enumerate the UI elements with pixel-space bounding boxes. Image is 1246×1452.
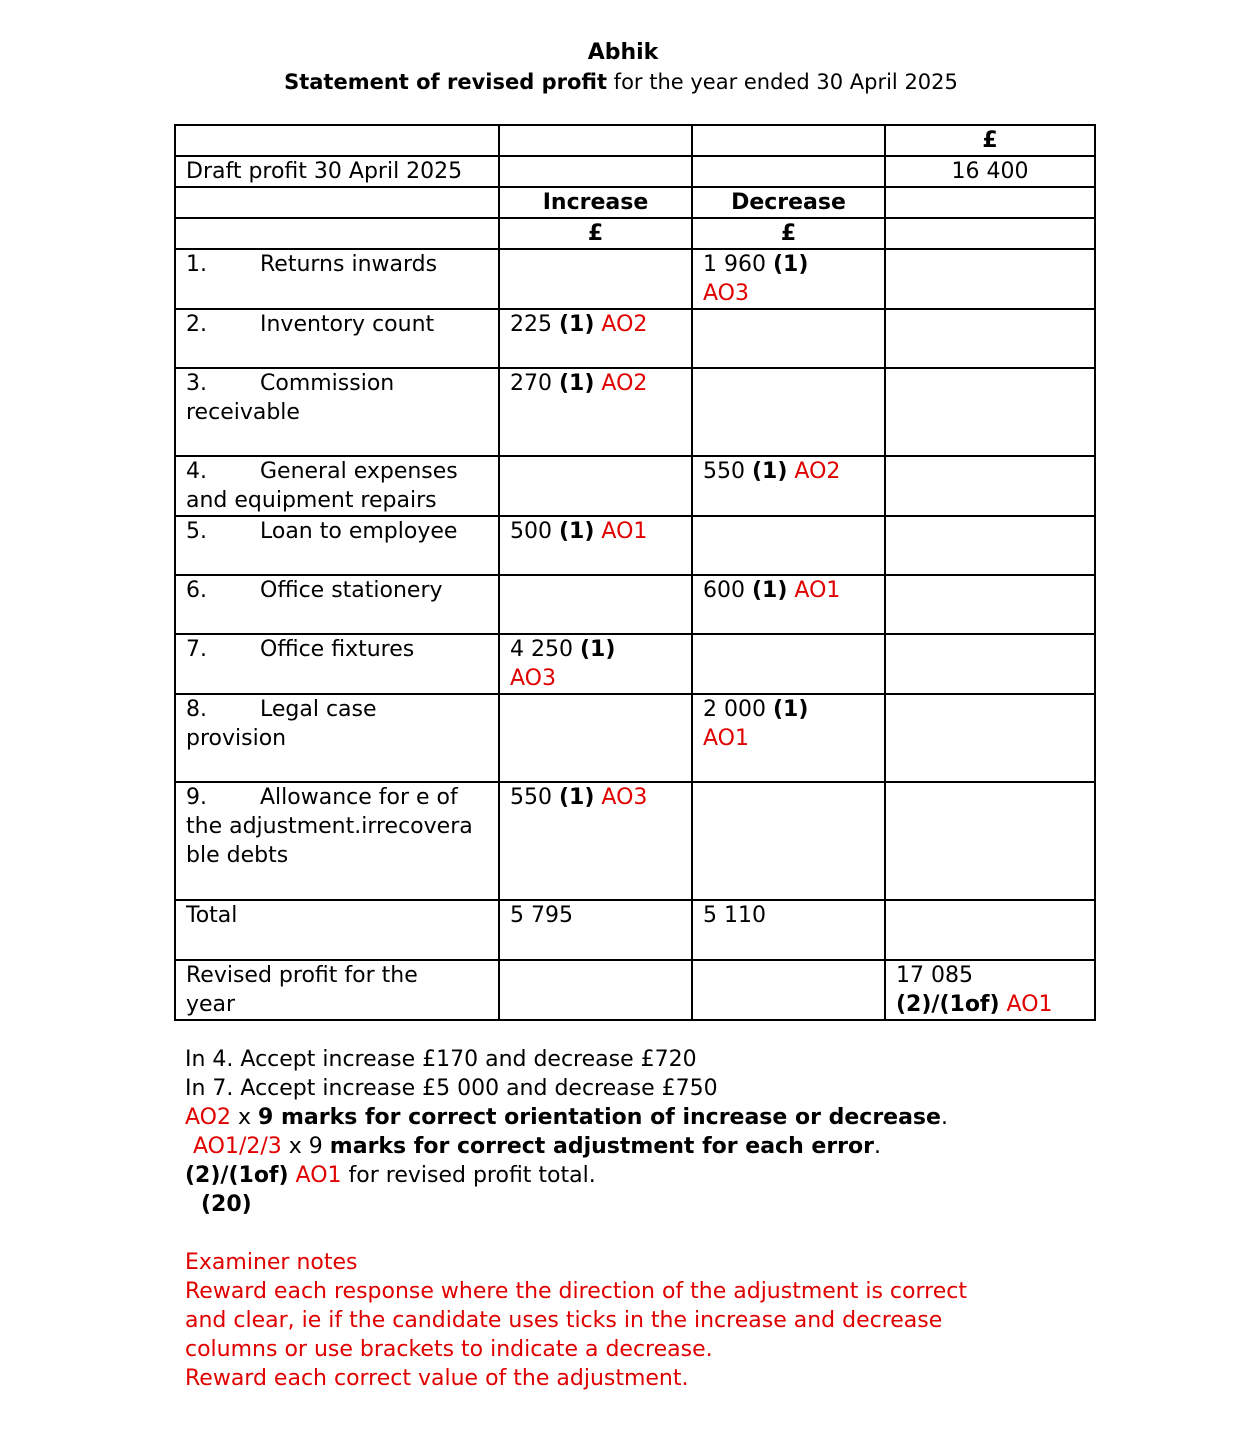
increase-value: 550: [510, 785, 559, 810]
table-row: [175, 575, 1095, 634]
item-label: Loan to employee: [260, 519, 458, 544]
draft-profit-label: Draft profit 30 April 2025: [175, 156, 499, 187]
total-decrease: 5 110: [692, 900, 885, 960]
item-number: 2.: [186, 312, 207, 337]
note-text: for revised profit total.: [341, 1163, 596, 1188]
increase-header: Increase: [499, 187, 692, 218]
revised-profit-value: 17 085: [896, 963, 973, 988]
total-marks: [185, 1190, 1185, 1219]
assessment-objective: AO3: [703, 281, 749, 306]
item-label: Returns inwards: [260, 252, 438, 277]
item-label: Legal case: [260, 697, 377, 722]
currency-subheader-row: [175, 218, 1095, 249]
statement-title-rest: for the year ended 30 April 2025: [607, 70, 958, 94]
note-line: [185, 1132, 1185, 1161]
examiner-note: Reward each response where the direction of the adjustment is correct: [185, 1279, 967, 1304]
table-row: [175, 634, 1095, 694]
increase-value: 225: [510, 312, 559, 337]
decrease-value: 1 960: [703, 252, 773, 277]
mark: (1): [751, 578, 788, 603]
examiner-notes-heading: Examiner notes: [185, 1250, 358, 1275]
increase-value: 4 250: [510, 637, 580, 662]
assessment-objective: AO2: [594, 371, 648, 396]
assessment-objective: AO2: [594, 312, 648, 337]
decrease-value: 550: [703, 459, 752, 484]
mark: (1): [558, 785, 595, 810]
assessment-objective: AO1: [787, 578, 841, 603]
note-line: In 4. Accept increase £170 and decrease £720: [185, 1047, 697, 1072]
item-label: Inventory count: [260, 312, 435, 337]
item-number: 3.: [186, 371, 207, 396]
item-label-continued: provision: [186, 726, 287, 751]
note-bold: (2)/(1of): [185, 1163, 289, 1188]
increase-value: 270: [510, 371, 559, 396]
decrease-header: Decrease: [692, 187, 885, 218]
item-number: 8.: [186, 697, 207, 722]
item-number: 5.: [186, 519, 207, 544]
revised-profit-row: [175, 960, 1095, 1020]
examiner-note: columns or use brackets to indicate a decrease.: [185, 1337, 713, 1362]
decrease-currency: £: [692, 218, 885, 249]
examiner-note: and clear, ie if the candidate uses ticks in the increase and decrease: [185, 1308, 943, 1333]
total-increase: 5 795: [499, 900, 692, 960]
decrease-value: 2 000: [703, 697, 773, 722]
note-bold: marks for correct adjustment for each error: [329, 1134, 874, 1159]
decrease-value: 600: [703, 578, 752, 603]
assessment-objective: AO2: [787, 459, 841, 484]
note-line: In 7. Accept increase £5 000 and decrease £750: [185, 1076, 718, 1101]
draft-profit-row: [175, 156, 1095, 187]
assessment-objective: AO1: [703, 726, 749, 751]
marking-notes: [185, 1045, 1185, 1393]
item-label: Commission: [260, 371, 395, 396]
item-number: 1.: [186, 252, 207, 277]
note-text: x 9: [281, 1134, 330, 1159]
table-row: [175, 456, 1095, 516]
table-row: [175, 368, 1095, 456]
item-number: 9.: [186, 785, 207, 810]
item-number: 7.: [186, 637, 207, 662]
item-label: Allowance for e of: [260, 785, 458, 810]
revised-profit-ao: AO1: [999, 992, 1053, 1017]
note-line: [185, 1161, 1185, 1190]
note-line: [185, 1103, 1185, 1132]
increase-value: 500: [510, 519, 559, 544]
mark: (1): [579, 637, 616, 662]
assessment-objective: AO3: [594, 785, 648, 810]
company-name: Abhik: [587, 40, 659, 65]
assessment-objective: AO2: [185, 1105, 231, 1130]
item-label-continued: receivable: [186, 400, 300, 425]
column-header-row: [175, 187, 1095, 218]
table-row: [175, 516, 1095, 575]
note-text: x: [230, 1105, 258, 1130]
item-label: Office stationery: [260, 578, 443, 603]
item-label: Office fixtures: [260, 637, 415, 662]
table-row: [175, 309, 1095, 368]
mark: (1): [558, 371, 595, 396]
table-row: [175, 694, 1095, 782]
statement-title: [0, 67, 1242, 97]
item-label-continued: the adjustment.irrecoverable debts: [186, 814, 473, 868]
total-row: [175, 900, 1095, 960]
total-label: Total: [175, 900, 499, 960]
item-number: 6.: [186, 578, 207, 603]
increase-currency: £: [499, 218, 692, 249]
revised-profit-table: [174, 124, 1096, 1021]
mark: (1): [558, 312, 595, 337]
note-bold: 9 marks for correct orientation of increase or decrease: [258, 1105, 941, 1130]
item-label-continued: and equipment repairs: [186, 488, 437, 513]
currency-header-row: [175, 125, 1095, 156]
mark: (1): [772, 252, 809, 277]
revised-profit-mark: (2)/(1of): [896, 992, 1000, 1017]
table-row: [175, 249, 1095, 309]
item-number: 4.: [186, 459, 207, 484]
note-text: .: [940, 1105, 948, 1130]
assessment-objective: AO1: [288, 1163, 342, 1188]
examiner-note: Reward each correct value of the adjustment.: [185, 1366, 689, 1391]
revised-profit-label: Revised profit for the year: [175, 960, 499, 1020]
mark: (1): [558, 519, 595, 544]
mark: (1): [772, 697, 809, 722]
item-label: General expenses: [260, 459, 458, 484]
table-row: [175, 782, 1095, 900]
currency-symbol: £: [885, 125, 1095, 156]
total-marks-value: (20): [201, 1192, 252, 1217]
draft-profit-value: 16 400: [885, 156, 1095, 187]
mark: (1): [751, 459, 788, 484]
note-text: .: [874, 1134, 881, 1159]
assessment-objective: AO1: [594, 519, 648, 544]
assessment-objective: AO3: [510, 666, 556, 691]
statement-title-bold: Statement of revised profit: [284, 70, 607, 94]
assessment-objective: AO1/2/3: [193, 1134, 282, 1159]
